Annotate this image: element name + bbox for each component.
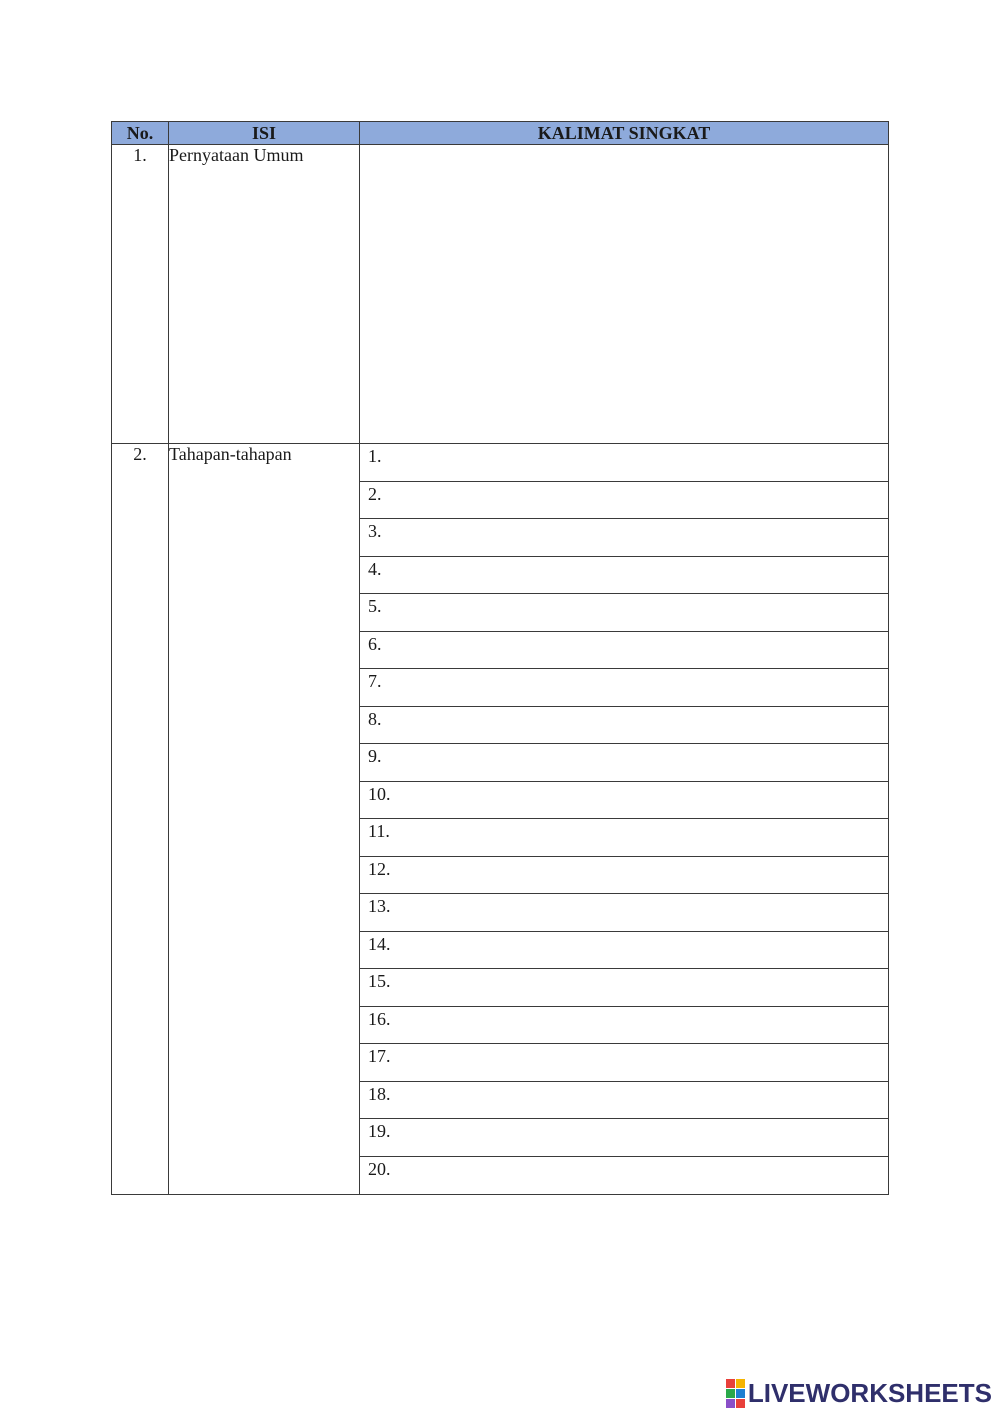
worksheet-table xyxy=(111,121,889,1195)
stage-answer-line[interactable]: 11. xyxy=(360,819,888,857)
stage-answer-line[interactable]: 6. xyxy=(360,632,888,670)
stage-answer-line[interactable]: 5. xyxy=(360,594,888,632)
stage-answer-line[interactable]: 2. xyxy=(360,482,888,520)
logo-square xyxy=(726,1399,735,1408)
row-isi-label: Tahapan-tahapan xyxy=(169,444,360,1195)
row-number: 1. xyxy=(112,145,169,444)
kalimat-answer-field[interactable] xyxy=(360,145,889,444)
logo-square xyxy=(736,1389,745,1398)
stage-answer-line[interactable]: 19. xyxy=(360,1119,888,1157)
stage-answer-line[interactable]: 17. xyxy=(360,1044,888,1082)
stage-answer-line[interactable]: 15. xyxy=(360,969,888,1007)
header-kalimat-singkat: KALIMAT SINGKAT xyxy=(360,122,889,145)
stage-answer-line[interactable]: 4. xyxy=(360,557,888,595)
table-row-tahapan xyxy=(112,444,889,1195)
stage-list-cell xyxy=(360,444,889,1195)
stage-answer-line[interactable]: 18. xyxy=(360,1082,888,1120)
stage-list xyxy=(360,444,888,1194)
logo-square xyxy=(736,1379,745,1388)
stage-answer-line[interactable]: 12. xyxy=(360,857,888,895)
table-row-pernyataan-umum xyxy=(112,145,889,444)
row-number: 2. xyxy=(112,444,169,1195)
stage-answer-line[interactable]: 16. xyxy=(360,1007,888,1045)
stage-answer-line[interactable]: 8. xyxy=(360,707,888,745)
liveworksheets-logo xyxy=(726,1378,992,1408)
stage-answer-line[interactable]: 10. xyxy=(360,782,888,820)
brand-wordmark: LIVEWORKSHEETS xyxy=(747,1378,992,1408)
stage-answer-line[interactable]: 7. xyxy=(360,669,888,707)
logo-square xyxy=(736,1399,745,1408)
logo-square xyxy=(726,1389,735,1398)
stage-answer-line[interactable]: 9. xyxy=(360,744,888,782)
header-row xyxy=(112,122,889,145)
stage-answer-line[interactable]: 20. xyxy=(368,1158,391,1179)
stage-answer-line[interactable]: 1. xyxy=(360,444,888,482)
stage-answer-line[interactable]: 13. xyxy=(360,894,888,932)
liveworksheets-mark-icon xyxy=(726,1379,745,1408)
stage-answer-line[interactable]: 14. xyxy=(360,932,888,970)
stage-answer-line[interactable]: 3. xyxy=(360,519,888,557)
header-no: No. xyxy=(112,122,169,145)
header-isi: ISI xyxy=(169,122,360,145)
row-isi-label: Pernyataan Umum xyxy=(169,145,360,444)
logo-square xyxy=(726,1379,735,1388)
